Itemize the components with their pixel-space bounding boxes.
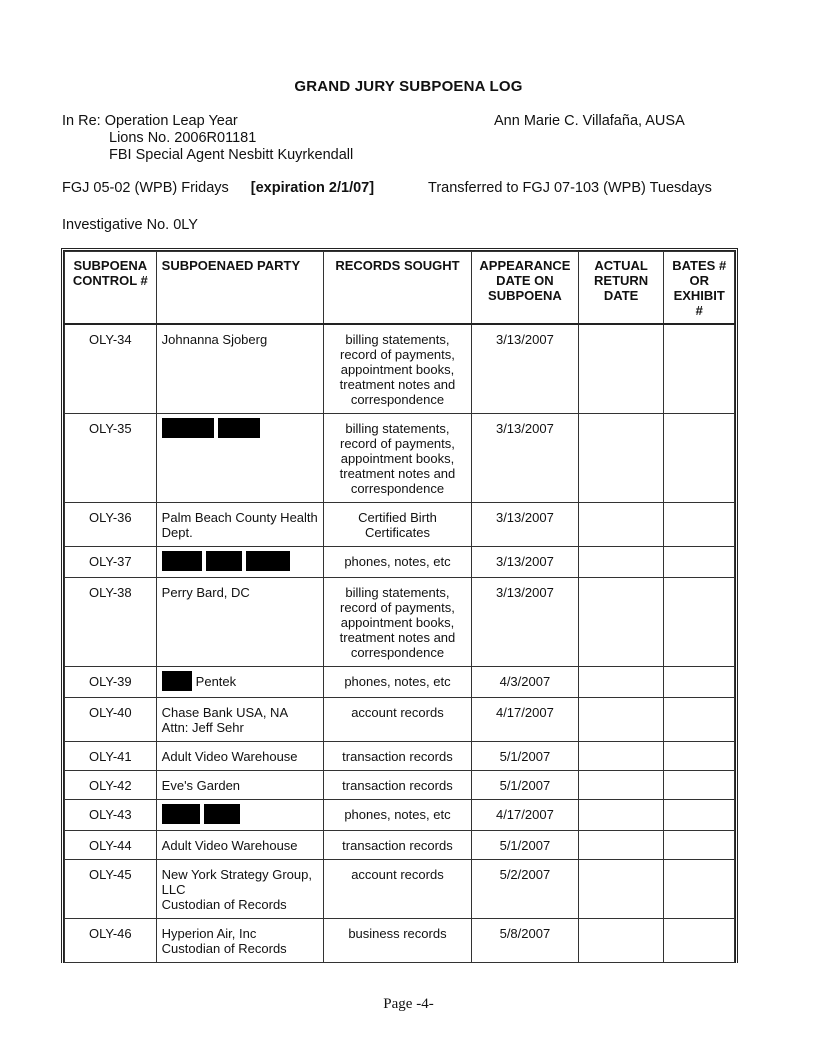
date-cell: 3/13/2007 [472,324,579,414]
records-cell: phones, notes, etc [323,666,471,697]
bates-cell [664,918,735,962]
bates-cell [664,799,735,830]
investigative-no: Investigative No. 0LY [62,217,198,233]
records-cell: Certified Birth Certificates [323,502,471,546]
party-cell: Johnanna Sjoberg [156,324,323,414]
control-cell: OLY-43 [65,799,157,830]
transferred: Transferred to FGJ 07-103 (WPB) Tuesdays [428,180,712,196]
col-appearance-date: APPEARANCE DATE ON SUBPOENA [472,252,579,324]
redaction-block [204,804,240,824]
table-row [65,918,735,962]
date-cell: 5/1/2007 [472,741,579,770]
party-cell: Adult Video Warehouse [156,741,323,770]
party-cell [156,799,323,830]
date-cell: 3/13/2007 [472,577,579,666]
control-cell: OLY-40 [65,697,157,741]
table-row [65,666,735,697]
bates-cell [664,666,735,697]
agent: FBI Special Agent Nesbitt Kuyrkendall [109,147,354,163]
return-cell [578,324,664,414]
fgj-line [62,180,374,197]
party-cell [156,859,323,918]
page-title: GRAND JURY SUBPOENA LOG [294,78,523,95]
return-cell [578,546,664,577]
party-line-2: Custodian of Records [161,896,287,912]
table-row [65,577,735,666]
table-row [65,830,735,859]
return-cell [578,502,664,546]
date-cell: 5/2/2007 [472,859,579,918]
col-records: RECORDS SOUGHT [323,252,471,324]
return-cell [578,918,664,962]
date-cell: 3/13/2007 [472,546,579,577]
records-cell: billing statements, record of payments, appointment books, treatment notes and correspondence [323,324,471,414]
bates-cell [664,859,735,918]
table-row [65,697,735,741]
party-cell [156,413,323,502]
party-line-2: Custodian of Records [161,940,287,956]
party-cell [156,697,323,741]
bates-cell [664,577,735,666]
table-row [65,770,735,799]
return-cell [578,741,664,770]
bates-cell [664,830,735,859]
return-cell [578,666,664,697]
records-cell: transaction records [323,770,471,799]
party-line-2: Attn: Jeff Sehr [161,719,244,735]
records-cell: account records [323,697,471,741]
table-row [65,502,735,546]
control-cell: OLY-35 [65,413,157,502]
party-line-1: Chase Bank USA, NA [161,704,289,720]
control-cell: OLY-45 [65,859,157,918]
date-cell: 5/1/2007 [472,830,579,859]
records-cell: billing statements, record of payments, appointment books, treatment notes and correspondence [323,413,471,502]
date-cell: 5/1/2007 [472,770,579,799]
col-control: SUBPOENA CONTROL # [65,252,157,324]
records-cell: phones, notes, etc [323,546,471,577]
control-cell: OLY-39 [65,666,157,697]
party-cell: Adult Video Warehouse [156,830,323,859]
control-cell: OLY-42 [65,770,157,799]
party-text: Pentek [195,673,237,689]
return-cell [578,413,664,502]
control-cell: OLY-37 [65,546,157,577]
date-cell: 5/8/2007 [472,918,579,962]
records-cell: business records [323,918,471,962]
table-row [65,859,735,918]
expiration: [expiration 2/1/07] [250,180,375,196]
redaction-block [162,551,202,571]
redaction-block [246,551,290,571]
records-cell: phones, notes, etc [323,799,471,830]
table-row [65,324,735,414]
control-cell: OLY-38 [65,577,157,666]
party-line-1: New York Strategy Group, LLC [161,866,312,897]
records-cell: transaction records [323,741,471,770]
bates-cell [664,697,735,741]
party-cell [156,666,323,697]
table-row [65,741,735,770]
control-cell: OLY-41 [65,741,157,770]
return-cell [578,770,664,799]
return-cell [578,830,664,859]
redaction-block [162,671,192,691]
control-cell: OLY-34 [65,324,157,414]
control-cell: OLY-44 [65,830,157,859]
date-cell: 3/13/2007 [472,413,579,502]
bates-cell [664,741,735,770]
redaction-block [218,418,260,438]
party-cell: Perry Bard, DC [156,577,323,666]
fgj: FGJ 05-02 (WPB) Fridays [62,180,229,196]
control-cell: OLY-36 [65,502,157,546]
return-cell [578,697,664,741]
case-info [62,113,353,164]
party-cell: Palm Beach County Health Dept. [156,502,323,546]
redaction-block [206,551,242,571]
bates-cell [664,413,735,502]
ausa: Ann Marie C. Villafaña, AUSA [494,113,685,129]
return-cell [578,859,664,918]
in-re: In Re: Operation Leap Year [62,113,238,129]
page-number: Page -4- [383,996,434,1012]
bates-cell [664,502,735,546]
col-party: SUBPOENAED PARTY [156,252,323,324]
table-header-row [65,252,735,324]
table-row [65,799,735,830]
bates-cell [664,324,735,414]
redaction-block [162,804,200,824]
party-line-1: Hyperion Air, Inc [161,925,257,941]
records-cell: billing statements, record of payments, appointment books, treatment notes and correspondence [323,577,471,666]
party-cell [156,918,323,962]
redaction-block [162,418,214,438]
control-cell: OLY-46 [65,918,157,962]
records-cell: account records [323,859,471,918]
return-cell [578,799,664,830]
date-cell: 4/3/2007 [472,666,579,697]
date-cell: 3/13/2007 [472,502,579,546]
party-cell [156,546,323,577]
col-bates: BATES # OR EXHIBIT # [664,252,735,324]
lions-no: Lions No. 2006R01181 [109,130,257,146]
date-cell: 4/17/2007 [472,799,579,830]
records-cell: transaction records [323,830,471,859]
col-return-date: ACTUAL RETURN DATE [578,252,664,324]
date-cell: 4/17/2007 [472,697,579,741]
return-cell [578,577,664,666]
subpoena-log-table [61,248,738,963]
bates-cell [664,546,735,577]
bates-cell [664,770,735,799]
table-row [65,546,735,577]
party-cell: Eve's Garden [156,770,323,799]
table-row [65,413,735,502]
